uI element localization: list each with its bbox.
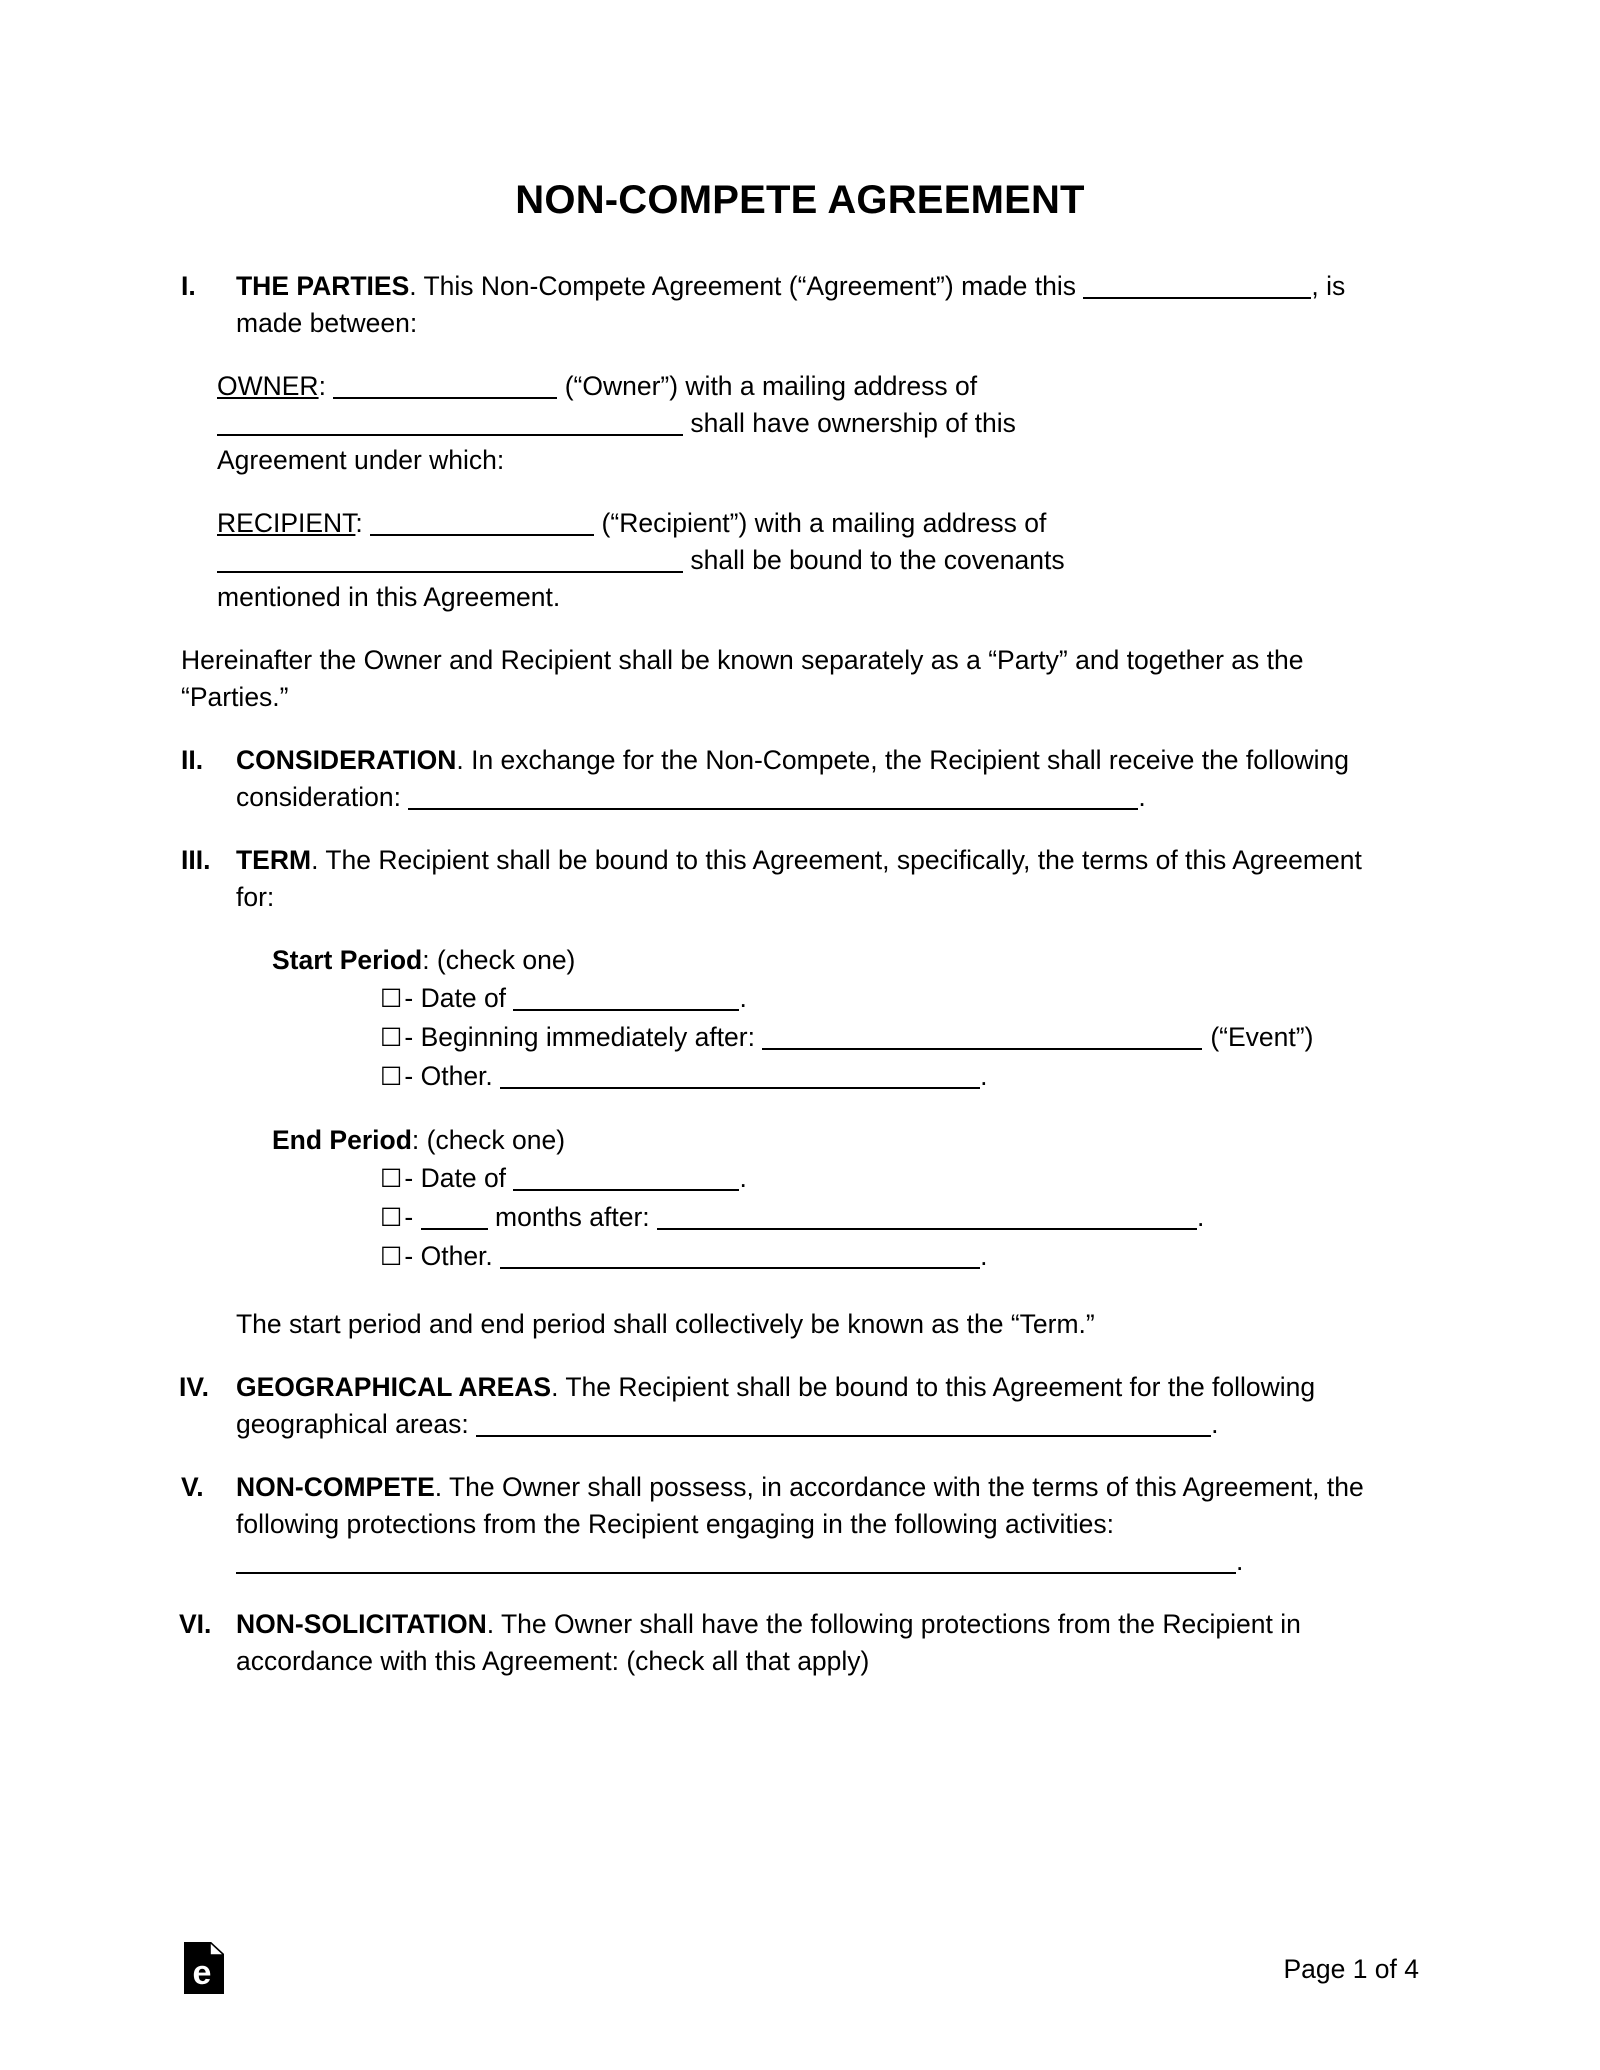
start-period-instruction: : (check one) (422, 945, 576, 975)
checkbox-icon[interactable]: ☐ (380, 1062, 403, 1091)
clause-body-geographical-areas (236, 1369, 1378, 1443)
clause-heading-consideration: CONSIDERATION (236, 745, 457, 775)
start-option-event-label: - Beginning immediately after: (404, 1022, 755, 1052)
checkbox-icon[interactable]: ☐ (380, 1203, 403, 1232)
end-period-option-other[interactable] (272, 1237, 1378, 1276)
end-option-months-suffix: . (1197, 1202, 1205, 1232)
end-period-title-row (272, 1122, 1378, 1159)
eforms-logo-letter: e (192, 1954, 212, 1992)
clause-heading-geographical-areas: GEOGRAPHICAL AREAS (236, 1372, 552, 1402)
clause-body-the-parties (236, 268, 1378, 342)
start-option-other-suffix: . (980, 1061, 988, 1091)
non-solicitation-text: . The Owner shall have the following protections from the Recipient in accordance with this Agreement: (check all that apply) (236, 1609, 1301, 1676)
consideration-text: . In exchange for the Non-Compete, the Recipient shall receive the following consideration: (236, 745, 1350, 812)
recipient-name-blank[interactable] (370, 510, 594, 536)
page-title: NON-COMPETE AGREEMENT (515, 178, 1085, 222)
clause-number-4: IV. (179, 1372, 209, 1402)
start-period-title: Start Period (272, 945, 423, 975)
hereinafter-paragraph: Hereinafter the Owner and Recipient shall be known separately as a “Party” and together as the “Parties.” (181, 645, 1304, 712)
start-event-blank[interactable] (762, 1024, 1202, 1050)
clause-heading-non-compete: NON-COMPETE (236, 1472, 435, 1502)
clause-number-2: II. (181, 745, 204, 775)
end-option-months-label: months after: (495, 1202, 650, 1232)
geographical-areas-blank[interactable] (476, 1411, 1211, 1437)
clause-heading-term: TERM (236, 845, 312, 875)
clause-geographical-areas (181, 1369, 1378, 1443)
end-period-option-months[interactable] (272, 1198, 1378, 1237)
parties-intro-text: . This Non-Compete Agreement (“Agreement”) made this (409, 271, 1076, 301)
clause-body-non-compete (236, 1469, 1378, 1580)
start-period-options (272, 979, 1378, 1096)
consideration-period: . (1138, 782, 1146, 812)
end-period-block (272, 1122, 1378, 1276)
clause-non-compete (181, 1469, 1378, 1580)
end-months-event-blank[interactable] (657, 1204, 1197, 1230)
end-option-date-suffix: . (739, 1163, 747, 1193)
end-period-title: End Period (272, 1125, 412, 1155)
end-option-date-label: - Date of (404, 1163, 507, 1193)
page-footer (181, 1942, 1419, 2012)
recipient-after-name-text: (“Recipient”) with a mailing address of (601, 508, 1047, 538)
checkbox-icon[interactable]: ☐ (380, 1164, 403, 1193)
recipient-label: RECIPIENT (217, 508, 356, 538)
start-date-blank[interactable] (513, 985, 739, 1011)
agreement-date-blank[interactable] (1083, 273, 1311, 299)
end-date-blank[interactable] (513, 1165, 739, 1191)
end-period-option-date[interactable] (272, 1159, 1378, 1198)
owner-block (217, 368, 1378, 479)
recipient-colon: : (355, 508, 363, 538)
parties-intro-tail: , is made between: (236, 271, 1346, 338)
clause-body-term (236, 842, 1378, 1343)
end-option-other-label: - Other. (404, 1241, 493, 1271)
clause-body-consideration (236, 742, 1378, 816)
eforms-logo-icon[interactable] (184, 1942, 224, 1994)
start-period-option-event[interactable] (272, 1018, 1378, 1057)
clause-heading-non-solicitation: NON-SOLICITATION (236, 1609, 487, 1639)
checkbox-icon[interactable]: ☐ (380, 984, 403, 1013)
start-period-option-other[interactable] (272, 1057, 1378, 1096)
end-option-other-suffix: . (980, 1241, 988, 1271)
geographical-areas-text: . The Recipient shall be bound to this Agreement for the following geographical areas: (236, 1372, 1316, 1439)
owner-address-blank[interactable] (217, 410, 683, 436)
page-number-label: Page 1 of 4 (1283, 1954, 1419, 1984)
clause-number-1: I. (181, 271, 196, 301)
end-months-count-blank[interactable] (421, 1204, 488, 1230)
owner-name-blank[interactable] (333, 373, 557, 399)
clause-term (181, 842, 1378, 1343)
non-compete-activities-blank[interactable] (236, 1548, 1236, 1574)
term-note: The start period and end period shall collectively be known as the “Term.” (236, 1309, 1095, 1339)
owner-colon: : (318, 371, 326, 401)
term-text: . The Recipient shall be bound to this Agreement, specifically, the terms of this Agreement for: (236, 845, 1362, 912)
checkbox-icon[interactable]: ☐ (380, 1242, 403, 1271)
recipient-tail-text: mentioned in this Agreement. (217, 582, 561, 612)
end-period-options (272, 1159, 1378, 1276)
clause-body-non-solicitation (236, 1606, 1378, 1680)
non-compete-text: . The Owner shall possess, in accordance with the terms of this Agreement, the following protections from the Recipient engaging in the following activities: (236, 1472, 1364, 1539)
start-option-event-suffix: (“Event”) (1210, 1022, 1314, 1052)
recipient-block (217, 505, 1378, 616)
start-period-title-row (272, 942, 1378, 979)
end-option-months-dash: - (404, 1202, 414, 1232)
end-other-blank[interactable] (500, 1243, 980, 1269)
end-period-instruction: : (check one) (411, 1125, 566, 1155)
non-compete-period: . (1236, 1546, 1244, 1576)
clause-non-solicitation (181, 1606, 1378, 1680)
clause-number-6: VI. (179, 1609, 212, 1639)
start-period-option-date[interactable] (272, 979, 1378, 1018)
geographical-areas-period: . (1211, 1409, 1219, 1439)
consideration-blank[interactable] (408, 784, 1138, 810)
clause-number-5: V. (181, 1472, 204, 1502)
recipient-after-address-text: shall be bound to the covenants (690, 545, 1065, 575)
clause-number-3: III. (181, 845, 211, 875)
recipient-address-blank[interactable] (217, 547, 683, 573)
owner-label: OWNER (217, 371, 319, 401)
clause-the-parties (181, 268, 1378, 342)
start-option-other-label: - Other. (404, 1061, 493, 1091)
start-other-blank[interactable] (500, 1063, 980, 1089)
owner-after-name-text: (“Owner”) with a mailing address of (564, 371, 978, 401)
start-period-block (272, 942, 1378, 1096)
checkbox-icon[interactable]: ☐ (380, 1023, 403, 1052)
start-option-date-label: - Date of (404, 983, 507, 1013)
clause-consideration (181, 742, 1378, 816)
owner-after-address-text: shall have ownership of this (690, 408, 1016, 438)
owner-tail-text: Agreement under which: (217, 445, 505, 475)
start-option-date-suffix: . (739, 983, 747, 1013)
document-body (181, 268, 1378, 1706)
clause-heading-the-parties: THE PARTIES (236, 271, 410, 301)
